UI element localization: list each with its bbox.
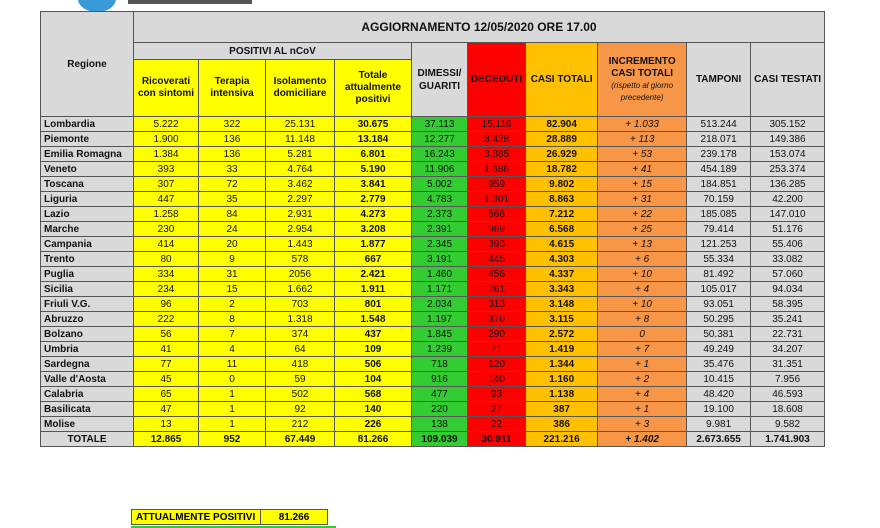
- cell-iso: 2.297: [266, 192, 335, 207]
- cell-test: 253.374: [751, 162, 825, 177]
- cell-tam: 50.295: [687, 312, 751, 327]
- cell-region: Abruzzo: [41, 312, 134, 327]
- cell-ter: 4: [199, 342, 266, 357]
- cell-casi: 9.802: [526, 177, 598, 192]
- cell-casi: 3.148: [526, 297, 598, 312]
- cell-casi: 1.344: [526, 357, 598, 372]
- cell-iso: 2.954: [266, 222, 335, 237]
- logo-bar: [128, 0, 252, 4]
- cell-dec: 140: [468, 372, 526, 387]
- cell-inc: + 113: [598, 132, 687, 147]
- header-tamponi: TAMPONI: [687, 43, 751, 117]
- cell-dim: 138: [412, 417, 468, 432]
- cell-inc: + 1: [598, 357, 687, 372]
- cell-dec: 93: [468, 387, 526, 402]
- header-title: AGGIORNAMENTO 12/05/2020 ORE 17.00: [134, 12, 825, 43]
- cell-ric: 234: [134, 282, 199, 297]
- cell-inc: + 10: [598, 267, 687, 282]
- cell-tot: 13.184: [335, 132, 412, 147]
- cell-test: 57.060: [751, 267, 825, 282]
- header-casi-testati: CASI TESTATI: [751, 43, 825, 117]
- cell-test: 35.241: [751, 312, 825, 327]
- cell-casi: 2.572: [526, 327, 598, 342]
- cell-ric: 414: [134, 237, 199, 252]
- header-isolamento: Isolamento domiciliare: [266, 60, 335, 117]
- cell-casi: 1.138: [526, 387, 598, 402]
- table-row: [41, 417, 825, 432]
- cell-tam: 218.071: [687, 132, 751, 147]
- cell-iso: 2.931: [266, 207, 335, 222]
- cell-tot: 226: [335, 417, 412, 432]
- cell-ter: 2: [199, 297, 266, 312]
- cell-ric: 307: [134, 177, 199, 192]
- cell-dim: 916: [412, 372, 468, 387]
- cell-tam: 49.249: [687, 342, 751, 357]
- header-totale-positivi: Totale attualmente positivi: [335, 60, 412, 117]
- cell-dim: 220: [412, 402, 468, 417]
- cell-dim: 37.113: [412, 117, 468, 132]
- table-row: [41, 312, 825, 327]
- cell-iso: 212: [266, 417, 335, 432]
- cell-inc: + 41: [598, 162, 687, 177]
- summary-label: ATTUALMENTE POSITIVI: [132, 510, 261, 525]
- cell-test: 147.010: [751, 207, 825, 222]
- cell-iso: 3.462: [266, 177, 335, 192]
- cell-region: Campania: [41, 237, 134, 252]
- cell-dec: 3.885: [468, 147, 526, 162]
- cell-ter: 31: [199, 267, 266, 282]
- table-row: [41, 147, 825, 162]
- cell-ter: 136: [199, 147, 266, 162]
- table-row: [41, 117, 825, 132]
- cell-iso: 2056: [266, 267, 335, 282]
- cell-iso: 92: [266, 402, 335, 417]
- cell-ric: 41: [134, 342, 199, 357]
- cell-tot: 437: [335, 327, 412, 342]
- header-incremento-note: (rispetto al giorno precedente): [611, 80, 674, 102]
- table-row: [41, 282, 825, 297]
- cell-ter: 84: [199, 207, 266, 222]
- cell-casi: 1.160: [526, 372, 598, 387]
- cell-dim: 2.034: [412, 297, 468, 312]
- cell-ter: 0: [199, 372, 266, 387]
- cell-dim: 5.002: [412, 177, 468, 192]
- cell-dim: 2.345: [412, 237, 468, 252]
- cell-iso: 418: [266, 357, 335, 372]
- cell-region: Sicilia: [41, 282, 134, 297]
- cell-ric: 393: [134, 162, 199, 177]
- cell-tam: 121.253: [687, 237, 751, 252]
- cell-region: Sardegna: [41, 357, 134, 372]
- cell-ter: 35: [199, 192, 266, 207]
- cell-dec: 120: [468, 357, 526, 372]
- cell-casi: 3.115: [526, 312, 598, 327]
- cell-casi: 4.615: [526, 237, 598, 252]
- cell-casi: 4.337: [526, 267, 598, 282]
- header-incremento: [598, 43, 687, 117]
- cell-dec: 959: [468, 177, 526, 192]
- cell-ter: 72: [199, 177, 266, 192]
- cell-iso: 578: [266, 252, 335, 267]
- cell-ric: 230: [134, 222, 199, 237]
- cell-tot: 2.779: [335, 192, 412, 207]
- table-row: [41, 237, 825, 252]
- cell-ric: 447: [134, 192, 199, 207]
- cell-iso: 11.148: [266, 132, 335, 147]
- table-row: [41, 297, 825, 312]
- cell-inc: + 22: [598, 207, 687, 222]
- cell-test: 46.593: [751, 387, 825, 402]
- cell-iso: 374: [266, 327, 335, 342]
- cell-inc: + 7: [598, 342, 687, 357]
- cell-dim: 477: [412, 387, 468, 402]
- cell-casi: 8.863: [526, 192, 598, 207]
- cell-casi: 4.303: [526, 252, 598, 267]
- cell-tot: 667: [335, 252, 412, 267]
- table-row: [41, 372, 825, 387]
- cell-tot: 6.801: [335, 147, 412, 162]
- cell-inc: + 4: [598, 282, 687, 297]
- table-row: [41, 207, 825, 222]
- cell-region: Lombardia: [41, 117, 134, 132]
- cell-region: Lazio: [41, 207, 134, 222]
- cell-inc: + 1.033: [598, 117, 687, 132]
- cell-ter: 8: [199, 312, 266, 327]
- cell-inc: + 13: [598, 237, 687, 252]
- cell-tam: 105.017: [687, 282, 751, 297]
- cell-dim: 12.277: [412, 132, 468, 147]
- cell-test: 94.034: [751, 282, 825, 297]
- covid-table: [40, 11, 825, 447]
- cell-casi: 26.929: [526, 147, 598, 162]
- cell-tot: 2.421: [335, 267, 412, 282]
- cell-casi: 28.889: [526, 132, 598, 147]
- cell-test: 42.200: [751, 192, 825, 207]
- table-row: [41, 327, 825, 342]
- cell-tam: 70.159: [687, 192, 751, 207]
- cell-dec: 969: [468, 222, 526, 237]
- cell-dim: 2.391: [412, 222, 468, 237]
- cell-casi: 3.343: [526, 282, 598, 297]
- cell-iso: 5.281: [266, 147, 335, 162]
- cell-ric: 222: [134, 312, 199, 327]
- cell-iso: 1.443: [266, 237, 335, 252]
- cell-inc: + 1.402: [598, 432, 687, 447]
- cell-ric: 77: [134, 357, 199, 372]
- cell-dec: 313: [468, 297, 526, 312]
- table-row: [41, 402, 825, 417]
- cell-tot: 3.841: [335, 177, 412, 192]
- cell-ter: 15: [199, 282, 266, 297]
- cell-iso: 64: [266, 342, 335, 357]
- cell-inc: + 25: [598, 222, 687, 237]
- table-row: [41, 252, 825, 267]
- cell-tam: 454.189: [687, 162, 751, 177]
- cell-tam: 10.415: [687, 372, 751, 387]
- cell-ric: 1.384: [134, 147, 199, 162]
- cell-ric: 45: [134, 372, 199, 387]
- cell-tot: 104: [335, 372, 412, 387]
- cell-ter: 11: [199, 357, 266, 372]
- cell-inc: + 15: [598, 177, 687, 192]
- table-row: [41, 387, 825, 402]
- cell-ric: 65: [134, 387, 199, 402]
- summary-value: 81.266: [261, 510, 328, 525]
- cell-region: Umbria: [41, 342, 134, 357]
- cell-iso: 703: [266, 297, 335, 312]
- cell-region: Basilicata: [41, 402, 134, 417]
- cell-dec: 22: [468, 417, 526, 432]
- cell-tot: 801: [335, 297, 412, 312]
- cell-ric: 47: [134, 402, 199, 417]
- cell-tam: 50.381: [687, 327, 751, 342]
- cell-dim: 2.373: [412, 207, 468, 222]
- cell-tam: 55.334: [687, 252, 751, 267]
- cell-dim: 1.197: [412, 312, 468, 327]
- cell-inc: + 1: [598, 402, 687, 417]
- cell-region: Calabria: [41, 387, 134, 402]
- cell-inc: + 3: [598, 417, 687, 432]
- cell-casi: 82.904: [526, 117, 598, 132]
- cell-dec: 27: [468, 402, 526, 417]
- cell-dec: 261: [468, 282, 526, 297]
- cell-dec: 566: [468, 207, 526, 222]
- cell-region: Liguria: [41, 192, 134, 207]
- cell-dim: 1.239: [412, 342, 468, 357]
- cell-test: 136.285: [751, 177, 825, 192]
- table-row: [41, 357, 825, 372]
- cell-test: 149.386: [751, 132, 825, 147]
- table-row: [41, 342, 825, 357]
- cell-casi: 7.212: [526, 207, 598, 222]
- cell-tot: 81.266: [335, 432, 412, 447]
- cell-casi: 18.782: [526, 162, 598, 177]
- cell-inc: + 4: [598, 387, 687, 402]
- table-row: [41, 177, 825, 192]
- cell-dim: 4.783: [412, 192, 468, 207]
- cell-region: Bolzano: [41, 327, 134, 342]
- cell-iso: 502: [266, 387, 335, 402]
- cell-tot: 1.548: [335, 312, 412, 327]
- cell-ric: 13: [134, 417, 199, 432]
- cell-dim: 1.171: [412, 282, 468, 297]
- cell-ter: 1: [199, 402, 266, 417]
- table-row: [41, 192, 825, 207]
- header-positivi-group: POSITIVI AL nCoV: [134, 43, 412, 60]
- cell-iso: 59: [266, 372, 335, 387]
- cell-ter: 322: [199, 117, 266, 132]
- cell-dim: 11.906: [412, 162, 468, 177]
- cell-test: 9.582: [751, 417, 825, 432]
- cell-tot: 30.675: [335, 117, 412, 132]
- cell-dec: 290: [468, 327, 526, 342]
- cell-test: 51.176: [751, 222, 825, 237]
- cell-dec: 445: [468, 252, 526, 267]
- cell-inc: + 2: [598, 372, 687, 387]
- header-casi-totali: CASI TOTALI: [526, 43, 598, 117]
- cell-ter: 24: [199, 222, 266, 237]
- header-terapia: Terapia intensiva: [199, 60, 266, 117]
- cell-test: 7.956: [751, 372, 825, 387]
- cell-tot: 109: [335, 342, 412, 357]
- cell-region: Molise: [41, 417, 134, 432]
- cell-test: 305.152: [751, 117, 825, 132]
- cell-dec: 3.428: [468, 132, 526, 147]
- cell-test: 33.082: [751, 252, 825, 267]
- cell-tam: 513.244: [687, 117, 751, 132]
- cell-dim: 109.039: [412, 432, 468, 447]
- cell-test: 153.074: [751, 147, 825, 162]
- cell-region: Trento: [41, 252, 134, 267]
- cell-dec: 71: [468, 342, 526, 357]
- cell-tot: 1.911: [335, 282, 412, 297]
- cell-iso: 1.318: [266, 312, 335, 327]
- cell-dec: 15.116: [468, 117, 526, 132]
- cell-ric: 334: [134, 267, 199, 282]
- cell-dim: 3.191: [412, 252, 468, 267]
- cell-tam: 19.100: [687, 402, 751, 417]
- cell-ric: 5.222: [134, 117, 199, 132]
- cell-test: 18.608: [751, 402, 825, 417]
- cell-tot: 506: [335, 357, 412, 372]
- cell-ter: 1: [199, 387, 266, 402]
- cell-iso: 25.131: [266, 117, 335, 132]
- cell-test: 31.351: [751, 357, 825, 372]
- cell-tot: 5.190: [335, 162, 412, 177]
- total-row: [41, 432, 825, 447]
- cell-casi: 6.568: [526, 222, 598, 237]
- header-regione: Regione: [41, 12, 134, 117]
- cell-dec: 370: [468, 312, 526, 327]
- header-incremento-label: INCREMENTO CASI TOTALI: [608, 55, 676, 79]
- cell-ter: 1: [199, 417, 266, 432]
- cell-iso: 4.764: [266, 162, 335, 177]
- cell-ric: 80: [134, 252, 199, 267]
- cell-region: Puglia: [41, 267, 134, 282]
- cell-iso: 67.449: [266, 432, 335, 447]
- cell-inc: + 6: [598, 252, 687, 267]
- cell-tam: 184.851: [687, 177, 751, 192]
- cell-inc: 0: [598, 327, 687, 342]
- cell-region: TOTALE: [41, 432, 134, 447]
- cell-casi: 221.216: [526, 432, 598, 447]
- cell-dec: 1.686: [468, 162, 526, 177]
- cell-test: 55.406: [751, 237, 825, 252]
- cell-region: Valle d'Aosta: [41, 372, 134, 387]
- cell-region: Piemonte: [41, 132, 134, 147]
- header-dimessi: DIMESSI/ GUARITI: [412, 43, 468, 117]
- cell-iso: 1.662: [266, 282, 335, 297]
- cell-test: 34.207: [751, 342, 825, 357]
- cell-dec: 30.911: [468, 432, 526, 447]
- cell-ter: 33: [199, 162, 266, 177]
- cell-tam: 93.051: [687, 297, 751, 312]
- cell-test: 22.731: [751, 327, 825, 342]
- cell-ric: 96: [134, 297, 199, 312]
- cell-tot: 3.208: [335, 222, 412, 237]
- cell-ter: 136: [199, 132, 266, 147]
- cell-dim: 1.845: [412, 327, 468, 342]
- cell-dec: 456: [468, 267, 526, 282]
- cell-region: Veneto: [41, 162, 134, 177]
- cell-tot: 568: [335, 387, 412, 402]
- cell-tam: 79.414: [687, 222, 751, 237]
- cell-ric: 12.865: [134, 432, 199, 447]
- cell-tam: 9.981: [687, 417, 751, 432]
- header-deceduti: DECEDUTI: [468, 43, 526, 117]
- cell-test: 1.741.903: [751, 432, 825, 447]
- cell-ter: 952: [199, 432, 266, 447]
- cell-test: 58.395: [751, 297, 825, 312]
- cell-ric: 56: [134, 327, 199, 342]
- cell-tam: 239.178: [687, 147, 751, 162]
- cell-dim: 1.460: [412, 267, 468, 282]
- cell-dim: 16.243: [412, 147, 468, 162]
- header-ricoverati: Ricoverati con sintomi: [134, 60, 199, 117]
- table-row: [41, 132, 825, 147]
- cell-region: Emilia Romagna: [41, 147, 134, 162]
- table-row: [41, 222, 825, 237]
- cell-casi: 387: [526, 402, 598, 417]
- cell-tam: 35.476: [687, 357, 751, 372]
- cell-tot: 4.273: [335, 207, 412, 222]
- cell-dec: 1.301: [468, 192, 526, 207]
- cell-ter: 7: [199, 327, 266, 342]
- cell-dim: 718: [412, 357, 468, 372]
- table-row: [41, 162, 825, 177]
- cell-inc: + 8: [598, 312, 687, 327]
- cell-ric: 1.258: [134, 207, 199, 222]
- cell-casi: 1.419: [526, 342, 598, 357]
- cell-tam: 185.085: [687, 207, 751, 222]
- summary-box: [131, 509, 328, 525]
- cell-ter: 9: [199, 252, 266, 267]
- cell-region: Toscana: [41, 177, 134, 192]
- table-row: [41, 267, 825, 282]
- cell-region: Friuli V.G.: [41, 297, 134, 312]
- cell-ric: 1.900: [134, 132, 199, 147]
- cell-tot: 140: [335, 402, 412, 417]
- cell-tam: 2.673.655: [687, 432, 751, 447]
- cell-inc: + 53: [598, 147, 687, 162]
- cell-tam: 81.492: [687, 267, 751, 282]
- cell-inc: + 10: [598, 297, 687, 312]
- cell-ter: 20: [199, 237, 266, 252]
- cell-inc: + 31: [598, 192, 687, 207]
- cell-region: Marche: [41, 222, 134, 237]
- cell-tot: 1.877: [335, 237, 412, 252]
- cell-tam: 48.420: [687, 387, 751, 402]
- cell-dec: 393: [468, 237, 526, 252]
- cell-casi: 386: [526, 417, 598, 432]
